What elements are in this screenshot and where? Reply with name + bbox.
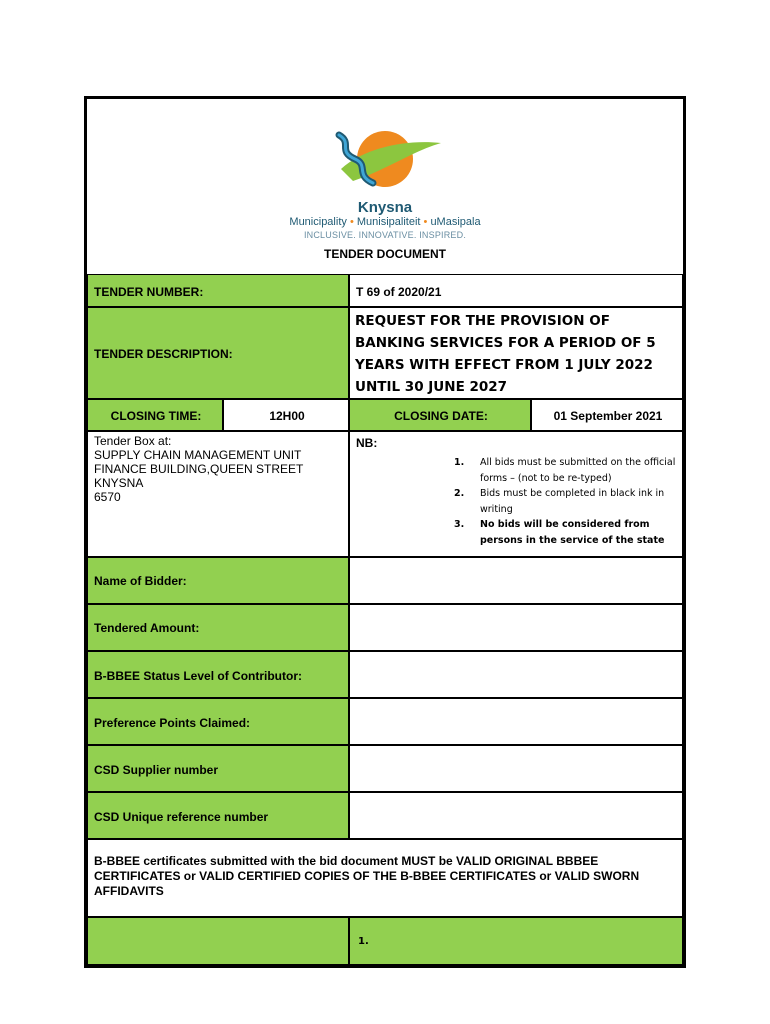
- separator-dot: •: [423, 216, 428, 228]
- closing-time-value: 12H00: [269, 409, 305, 423]
- tender-description-value-cell: [349, 307, 683, 399]
- tender-number-label: TENDER NUMBER:: [94, 285, 204, 299]
- nb-cell: [349, 431, 683, 557]
- bbbee-status-label: B-BBEE Status Level of Contributor:: [94, 669, 303, 683]
- closing-time-label: CLOSING TIME:: [110, 409, 202, 423]
- tender-number-value: T 69 of 2020/21: [356, 285, 442, 299]
- address-line: FINANCE BUILDING,QUEEN STREET: [94, 462, 304, 476]
- address-line: 6570: [94, 490, 121, 504]
- nb-item: 3. No bids will be considered from persons in the service of the state: [454, 519, 665, 546]
- tender-box-address: [94, 434, 303, 504]
- tender-description-value: REQUEST FOR THE PROVISION OF BANKING SERVICES FOR A PERIOD OF 5 YEARS WITH EFFECT FROM 1 JULY 2022 UNTIL 30 JUNE 2027: [355, 313, 656, 395]
- csd-unique-reference-label-cell: [87, 792, 349, 839]
- name-of-bidder-label-cell: [87, 557, 349, 604]
- nb-list: [454, 455, 680, 548]
- preference-points-field[interactable]: [349, 698, 683, 745]
- tender-number-label-cell: [87, 274, 349, 307]
- closing-date-value-cell: [531, 399, 683, 431]
- brand-subtitle: [87, 216, 683, 228]
- last-row-value-cell: [349, 917, 683, 965]
- closing-date-label: CLOSING DATE:: [394, 409, 488, 423]
- nb-item: 2. Bids must be completed in black ink in writing: [454, 488, 665, 515]
- closing-time-value-cell: [223, 399, 349, 431]
- tender-number-value-cell: [349, 274, 683, 307]
- brand-name: Knysna: [357, 199, 413, 216]
- bbbee-note-cell: [87, 839, 683, 917]
- tender-description-label-cell: [87, 307, 349, 399]
- csd-supplier-number-label: CSD Supplier number: [94, 763, 219, 777]
- tendered-amount-field[interactable]: [349, 604, 683, 651]
- address-line: KNYSNA: [94, 476, 144, 490]
- nb-label: NB:: [356, 436, 378, 450]
- brand-sub-xhosa: uMasipala: [430, 216, 481, 228]
- preference-points-label: Preference Points Claimed:: [94, 716, 251, 730]
- csd-supplier-number-field[interactable]: [349, 745, 683, 792]
- header: [87, 99, 683, 274]
- bbbee-note: B-BBEE certificates submitted with the bid document MUST be VALID ORIGINAL BBBEE CERTIFICATES or VALID CERTIFIED COPIES OF THE B-BBEE CERTIFICATES or VALID SWORN AFFIDAVITS: [94, 854, 640, 898]
- name-of-bidder-field[interactable]: [349, 557, 683, 604]
- last-row-number: 1.: [358, 936, 369, 947]
- nb-item: 1. All bids must be submitted on the official forms – (not to be re-typed): [454, 457, 676, 484]
- closing-date-value: 01 September 2021: [553, 409, 663, 423]
- address-line: SUPPLY CHAIN MANAGEMENT UNIT: [94, 448, 302, 462]
- brand-sub-afrikaans: Munisipaliteit: [356, 216, 421, 228]
- closing-date-label-cell: [349, 399, 531, 431]
- brand-sub-english: Municipality: [289, 216, 347, 228]
- csd-unique-reference-field[interactable]: [349, 792, 683, 839]
- bbbee-status-label-cell: [87, 651, 349, 698]
- csd-unique-reference-label: CSD Unique reference number: [94, 810, 269, 824]
- address-line: Tender Box at:: [94, 434, 172, 448]
- tender-description-label: TENDER DESCRIPTION:: [94, 347, 233, 361]
- separator-dot: •: [349, 216, 354, 228]
- document-title: TENDER DOCUMENT: [324, 247, 446, 261]
- tender-form: [84, 96, 686, 968]
- name-of-bidder-label: Name of Bidder:: [94, 574, 187, 588]
- tendered-amount-label-cell: [87, 604, 349, 651]
- csd-supplier-number-label-cell: [87, 745, 349, 792]
- knysna-logo: [333, 129, 443, 201]
- preference-points-label-cell: [87, 698, 349, 745]
- last-row-label-cell: [87, 917, 349, 965]
- tender-box-address-cell: [87, 431, 349, 557]
- closing-time-label-cell: [87, 399, 223, 431]
- tendered-amount-label: Tendered Amount:: [94, 621, 200, 635]
- bbbee-status-field[interactable]: [349, 651, 683, 698]
- brand-tagline: INCLUSIVE. INNOVATIVE. INSPIRED.: [303, 230, 467, 240]
